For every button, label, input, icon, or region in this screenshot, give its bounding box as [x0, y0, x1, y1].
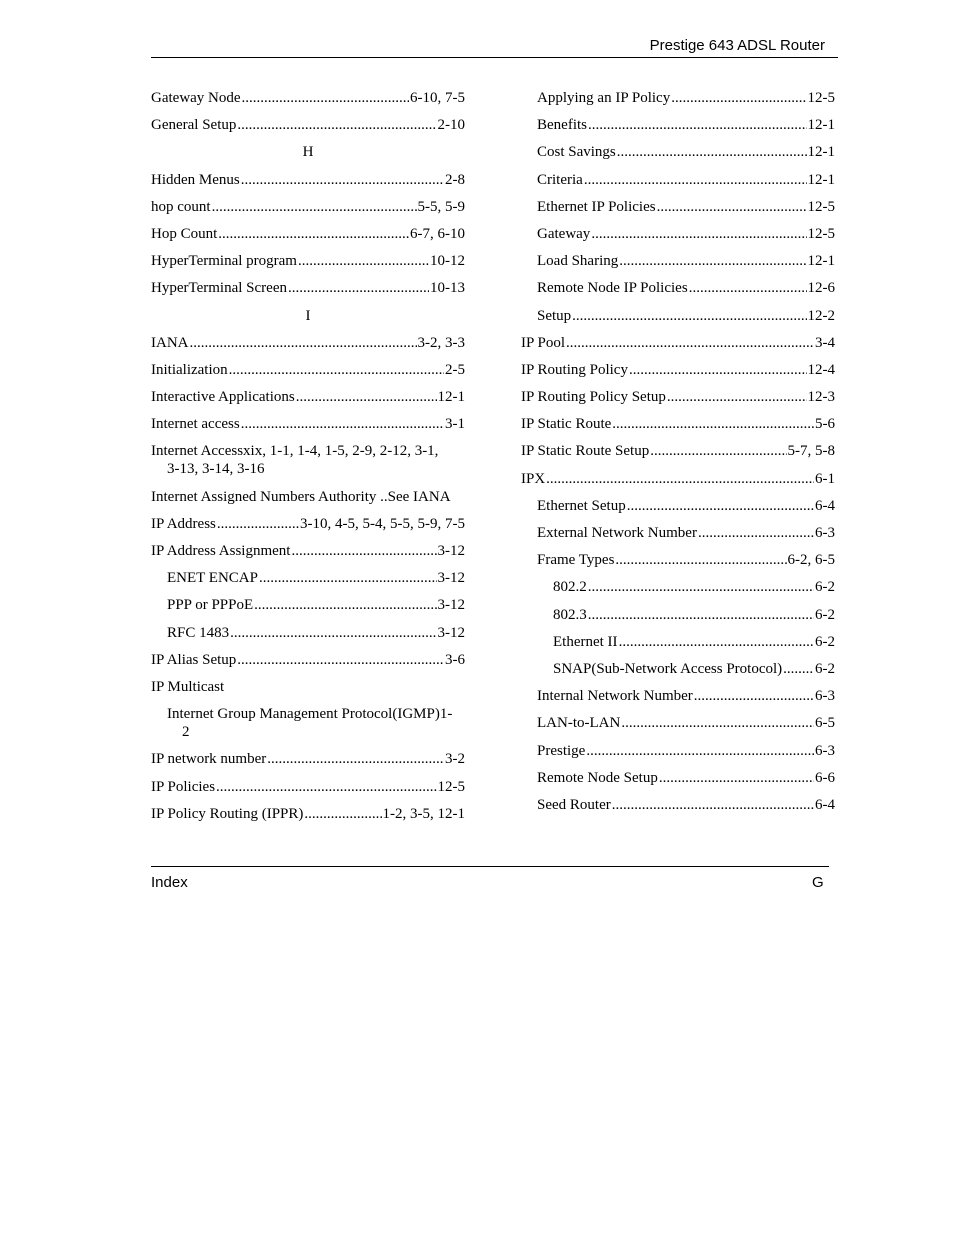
index-term: PPP or PPPoE	[167, 597, 254, 614]
index-pages: 6-10, 7-5	[410, 90, 465, 106]
index-term: Setup	[537, 307, 572, 324]
index-entry	[151, 252, 465, 279]
dot-leader	[657, 198, 807, 216]
dot-leader	[237, 116, 436, 134]
index-entry	[151, 89, 465, 116]
index-pages: 10-12	[430, 253, 465, 270]
index-entry-line	[151, 705, 465, 723]
index-entry	[151, 515, 465, 542]
index-entry	[151, 334, 465, 361]
header-title: Prestige 643 ADSL Router	[649, 37, 825, 54]
dot-leader	[212, 198, 417, 216]
index-entry	[521, 361, 835, 388]
index-entry	[521, 769, 835, 796]
dot-leader	[612, 415, 814, 433]
index-term: Applying an IP Policy	[537, 90, 671, 106]
index-pages: 5-7, 5-8	[787, 443, 835, 460]
index-term: Internet Access	[151, 443, 244, 460]
dot-leader	[291, 542, 436, 560]
index-term: Internal Network Number	[537, 688, 693, 705]
index-term: LAN-to-LAN	[537, 715, 621, 732]
index-term: IP Address	[151, 515, 216, 532]
index-entry	[521, 116, 835, 143]
index-entry	[151, 388, 465, 415]
dot-leader	[241, 171, 444, 189]
index-pages: 6-3	[815, 742, 835, 759]
index-pages-continued: 2	[182, 724, 190, 741]
index-term: IP Policy Routing (IPPR)	[151, 805, 304, 822]
dot-leader	[627, 497, 814, 515]
index-pages: 10-13	[430, 280, 465, 297]
index-entry	[151, 415, 465, 442]
index-entry	[151, 750, 465, 777]
index-term: External Network Number	[537, 525, 697, 541]
index-term: Internet Group Management Protocol(IGMP)	[167, 706, 440, 723]
dot-leader	[304, 805, 381, 823]
index-pages: 6-2	[815, 606, 835, 623]
index-pages: 3-2, 3-3	[417, 334, 465, 351]
dot-leader	[619, 633, 814, 651]
dot-leader	[241, 415, 444, 433]
index-term: IP Address Assignment	[151, 543, 291, 559]
index-pages: 3-12	[437, 543, 465, 559]
dot-leader	[698, 524, 814, 542]
index-entry	[521, 606, 835, 633]
index-entry	[521, 551, 835, 578]
index-entry	[151, 198, 465, 225]
index-entry	[521, 796, 835, 823]
index-entry	[151, 569, 465, 596]
index-entry	[151, 651, 465, 678]
index-pages: 12-1	[807, 253, 835, 270]
index-entry	[521, 442, 835, 469]
index-term: Remote Node Setup	[537, 769, 658, 786]
index-term: HyperTerminal Screen	[151, 280, 287, 297]
dot-leader	[218, 225, 409, 243]
index-term: Initialization	[151, 361, 228, 378]
index-term: Ethernet IP Policies	[537, 198, 656, 215]
index-pages: 6-5	[815, 715, 835, 732]
index-entry	[151, 361, 465, 388]
index-pages: 12-1	[807, 117, 835, 134]
dot-leader	[190, 334, 417, 352]
index-pages: 6-6	[815, 769, 835, 786]
index-entry	[521, 742, 835, 769]
index-term: Prestige	[537, 742, 586, 759]
dot-leader	[566, 334, 814, 352]
index-letter-heading: H	[302, 144, 314, 161]
index-pages: 6-7, 6-10	[410, 225, 465, 242]
index-entry-line	[151, 442, 465, 460]
dot-leader	[783, 660, 814, 678]
index-pages: 3-12	[437, 597, 465, 614]
index-term: IP Static Route	[521, 416, 612, 433]
index-term: IPX	[521, 470, 546, 487]
index-pages: 2-5	[445, 361, 465, 378]
dot-leader	[588, 606, 814, 624]
dot-leader	[650, 442, 786, 460]
index-pages: 12-6	[807, 280, 835, 297]
index-entry	[521, 415, 835, 442]
index-term: Ethernet Setup	[537, 497, 626, 514]
index-term: Seed Router	[537, 796, 611, 813]
index-pages: 3-2	[445, 751, 465, 768]
index-pages: 3-1	[445, 416, 465, 433]
dot-leader	[216, 778, 436, 796]
index-term: Gateway Node	[151, 90, 241, 106]
index-term: 802.2	[553, 579, 587, 596]
dot-leader	[259, 569, 437, 587]
index-term: IP network number	[151, 751, 267, 768]
index-entry	[151, 778, 465, 805]
dot-leader	[237, 651, 444, 669]
footer-page-letter: G	[812, 874, 824, 891]
dot-leader	[612, 796, 814, 814]
index-entry	[151, 116, 465, 143]
index-entry	[521, 497, 835, 524]
index-term: Cost Savings	[537, 144, 616, 161]
index-term: Gateway	[537, 225, 591, 242]
dot-leader	[659, 769, 814, 787]
index-pages: 12-3	[807, 389, 835, 406]
index-pages: 6-2	[815, 633, 835, 650]
index-term: hop count	[151, 198, 211, 215]
index-entry	[521, 171, 835, 198]
index-term: Internet access	[151, 416, 240, 433]
index-entry	[151, 279, 465, 306]
index-pages: 6-2, 6-5	[787, 552, 835, 569]
index-entry	[151, 705, 465, 750]
index-entry	[521, 279, 835, 306]
index-term: IANA	[151, 334, 189, 351]
index-entry	[151, 596, 465, 623]
index-pages: 3-6	[445, 651, 465, 668]
index-entry: IP Multicast	[151, 678, 225, 695]
index-letter-heading: I	[305, 307, 311, 324]
index-column-left	[151, 89, 465, 832]
index-pages: 3-10, 4-5, 5-4, 5-5, 5-9, 7-5	[300, 515, 465, 532]
dot-leader	[588, 578, 814, 596]
index-pages: xix, 1-1, 1-4, 1-5, 2-9, 2-12, 3-1,	[243, 443, 439, 460]
index-pages: 2-8	[445, 171, 465, 188]
dot-leader	[229, 361, 444, 379]
index-pages: 6-3	[815, 688, 835, 705]
index-term: IP Alias Setup	[151, 651, 237, 668]
index-term: IP Pool	[521, 334, 566, 351]
index-entry	[521, 524, 835, 551]
index-pages: 12-5	[437, 778, 465, 795]
index-term: Interactive Applications	[151, 389, 295, 406]
index-pages: 1-	[439, 706, 453, 723]
index-entry	[521, 633, 835, 660]
index-pages: 12-1	[437, 389, 465, 406]
index-pages: 12-5	[807, 90, 835, 106]
index-pages: 6-2	[815, 579, 835, 596]
index-term: Load Sharing	[537, 253, 619, 270]
index-pages: 3-4	[815, 334, 835, 351]
header-rule	[151, 57, 838, 58]
index-term: Hop Count	[151, 225, 218, 242]
index-entry	[521, 470, 835, 497]
index-entry	[151, 624, 465, 651]
dot-leader	[584, 171, 807, 189]
dot-leader	[288, 279, 429, 297]
dot-leader	[546, 470, 814, 488]
index-pages: 12-5	[807, 198, 835, 215]
index-entry	[521, 252, 835, 279]
index-pages: 3-12	[437, 624, 465, 641]
index-entry	[521, 660, 835, 687]
index-pages-continued: 3-13, 3-14, 3-16	[167, 461, 265, 478]
index-term: SNAP(Sub-Network Access Protocol)	[553, 660, 783, 677]
index-term: Frame Types	[537, 552, 615, 569]
index-pages: 12-4	[807, 361, 835, 378]
dot-leader	[667, 388, 807, 406]
dot-leader	[217, 515, 299, 533]
index-pages: 6-1	[815, 470, 835, 487]
index-term: IP Routing Policy	[521, 361, 628, 378]
index-pages: 12-5	[807, 225, 835, 242]
index-entry	[521, 578, 835, 605]
dot-leader	[588, 116, 807, 134]
index-pages: 6-2	[815, 660, 835, 677]
dot-leader	[694, 687, 814, 705]
dot-leader	[591, 225, 806, 243]
index-entry	[521, 687, 835, 714]
dot-leader	[671, 89, 806, 107]
index-term: Hidden Menus	[151, 171, 240, 188]
index-entry	[151, 171, 465, 198]
dot-leader	[689, 279, 807, 297]
dot-leader	[629, 361, 807, 379]
index-pages: 6-4	[815, 796, 835, 813]
index-pages: 12-1	[807, 171, 835, 188]
dot-leader	[267, 750, 444, 768]
index-term: IP Routing Policy Setup	[521, 389, 666, 406]
index-entry	[151, 805, 465, 832]
index-term: 802.3	[553, 606, 587, 623]
dot-leader	[621, 714, 814, 732]
dot-leader	[254, 596, 436, 614]
index-entry	[521, 89, 835, 116]
dot-leader	[572, 307, 806, 325]
index-pages: 3-12	[437, 570, 465, 587]
dot-leader	[619, 252, 806, 270]
index-entry: Internet Assigned Numbers Authority ..See IANA	[151, 488, 451, 505]
index-entry	[521, 714, 835, 741]
index-term: Criteria	[537, 171, 583, 188]
index-term: General Setup	[151, 117, 237, 134]
index-term: ENET ENCAP	[167, 570, 258, 587]
index-pages: 12-1	[807, 144, 835, 161]
index-entry	[151, 442, 465, 487]
index-pages: 5-6	[815, 416, 835, 433]
index-pages: 6-3	[815, 525, 835, 541]
index-term: IP Policies	[151, 778, 216, 795]
footer-rule	[151, 866, 829, 867]
index-term: Ethernet II	[553, 633, 618, 650]
index-pages: 5-5, 5-9	[417, 198, 465, 215]
index-entry	[521, 225, 835, 252]
index-term: HyperTerminal program	[151, 253, 297, 270]
dot-leader	[230, 624, 436, 642]
dot-leader	[242, 89, 409, 107]
index-pages: 12-2	[807, 307, 835, 324]
index-term: IP Static Route Setup	[521, 443, 650, 460]
index-entry	[521, 198, 835, 225]
index-entry	[521, 334, 835, 361]
dot-leader	[298, 252, 429, 270]
index-term: Remote Node IP Policies	[537, 280, 688, 297]
index-column-right	[521, 89, 835, 823]
index-pages: 2-10	[437, 117, 465, 134]
index-entry	[521, 143, 835, 170]
index-term: Benefits	[537, 117, 587, 134]
index-pages: 6-4	[815, 497, 835, 514]
dot-leader	[296, 388, 437, 406]
footer-section-label: Index	[151, 874, 188, 891]
index-entry	[151, 542, 465, 569]
index-term: RFC 1483	[167, 624, 230, 641]
index-pages: 1-2, 3-5, 12-1	[382, 805, 465, 822]
dot-leader	[615, 551, 786, 569]
index-entry	[151, 225, 465, 252]
dot-leader	[617, 143, 807, 161]
index-entry	[521, 388, 835, 415]
index-entry	[521, 307, 835, 334]
dot-leader	[586, 742, 814, 760]
